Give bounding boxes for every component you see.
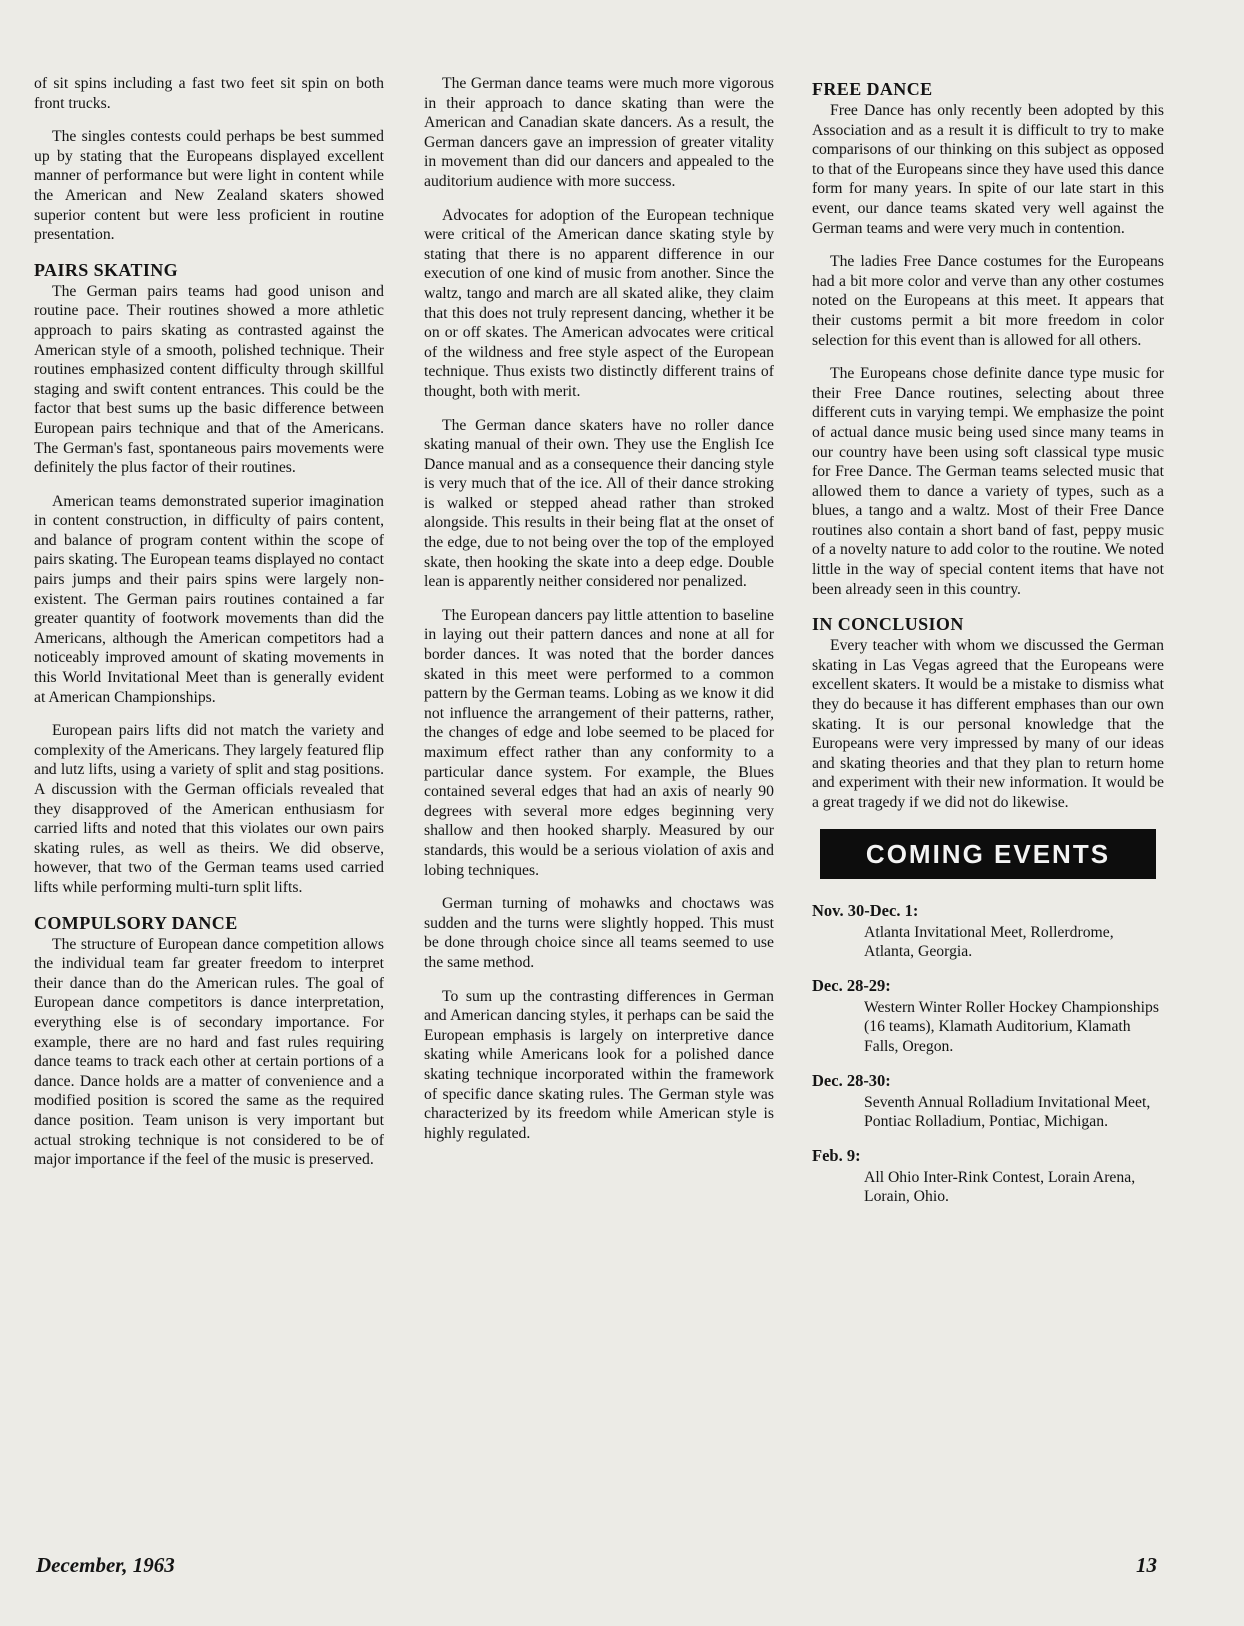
event-description: All Ohio Inter-Rink Contest, Lorain Arena, Lorain, Ohio.	[864, 1168, 1136, 1206]
column-2	[424, 74, 774, 1157]
paragraph: European pairs lifts did not match the variety and complexity of the Americans. They largely featured flip and lutz lifts, using a variety of split and stag positions. A discussion with the German officials revealed that they disapproved of the American enthusiasm for carried lifts and noted that this violates our own pairs skating rules, as well as theirs. We did observe, however, that two of the German teams used carried lifts while performing multi-turn split lifts.	[34, 722, 384, 896]
event-description: Western Winter Roller Hockey Championships (16 teams), Klamath Auditorium, Klamath Falls, Oregon.	[864, 998, 1159, 1055]
event-date: Nov. 30-Dec. 1:	[812, 900, 919, 920]
paragraph: The structure of European dance competition allows the individual team far greater freedom to interpret their dance than do the American rules. The goal of European dance competitors is dance interpretation, everything else is of secondary importance. For example, there are no hard and fast rules requiring dance teams to track each other at certain portions of a dance. Dance holds are a matter of convenience and a modified position is scored the same as the required dance position. Team unison is very important but actual stroking technique is not considered to be of major importance if the feel of the music is preserved.	[34, 935, 384, 1169]
section-heading-compulsory-dance: COMPULSORY DANCE	[34, 912, 238, 933]
paragraph: The German pairs teams had good unison and routine pace. Their routines showed a more athletic approach to pairs skating as contrasted against the American style of a smooth, polished technique. Their routines emphasized content difficulty through skillful staging and swift content entrances. This could be the factor that best sums up the basic difference between European pairs technique and that of the Americans. The German's fast, spontaneous pairs movements were definitely the plus factor of their routines.	[34, 282, 384, 477]
paragraph: of sit spins including a fast two feet sit spin on both front trucks.	[34, 75, 384, 112]
paragraph: The European dancers pay little attention to baseline in laying out their pattern dances and none at all for border dances. It was noted that the border dances skated in this meet were performed to a common pattern by the German teams. Lobing as we know it did not influence the arrangement of their patterns, rather, the changes of edge and lobe seemed to be placed for maximum effect rather than any conformity to a particular dance system. For example, the Blues contained several edges that had an axis of nearly 90 degrees with several more edges beginning very shallow and then hooked sharply. Measured by our standards, this would be a serious violation of axis and lobing techniques.	[424, 606, 774, 879]
paragraph: The Europeans chose definite dance type music for their Free Dance routines, selecting about three different cuts in varying tempi. We emphasize the point of actual dance music being used since many teams in our country have been using soft classical type music for Free Dance. The German teams selected music that allowed them to dance a variety of types, such as a blues, a tango and a waltz. Most of their Free Dance routines also contain a short band of fast, peppy music of a novelty nature to add color to the routine. We noted little in the way of special content items that have not been already seen in this country.	[812, 365, 1164, 598]
event-item	[812, 901, 1164, 962]
event-description: Seventh Annual Rolladium Invitational Meet, Pontiac Rolladium, Pontiac, Michigan.	[864, 1093, 1151, 1131]
paragraph: The ladies Free Dance costumes for the Europeans had a bit more color and verve than any other costumes noted on the Europeans at this meet. It appears that their customs permit a bit more freedom in color selection for this event than is allowed for all others.	[812, 253, 1164, 349]
issue-date: December, 1963	[36, 1553, 175, 1577]
column-3	[812, 74, 1164, 1221]
event-item	[812, 976, 1164, 1057]
paragraph: Free Dance has only recently been adopted by this Association and as a result it is difficult to try to make comparisons of our thinking on this subject as opposed to that of the Europeans since they have used this dance form for many years. In spite of our late start in this event, our dance teams skated very well against the German teams and were very much in contention.	[812, 102, 1164, 237]
paragraph: The German dance skaters have no roller dance skating manual of their own. They use the English Ice Dance manual and as a consequence their dancing style is very much that of the ice. All of their dance stroking is walked or stepped ahead rather than stroked alongside. This results in their being flat at the onset of the edge, due to not being over the top of the employed skate, then hooking the skate into a deep edge. Double lean is apparently neither considered nor penalized.	[424, 416, 774, 591]
column-1	[34, 74, 384, 1184]
event-item	[812, 1146, 1164, 1207]
event-description: Atlanta Invitational Meet, Rollerdrome, Atlanta, Georgia.	[864, 923, 1114, 961]
paragraph: The German dance teams were much more vigorous in their approach to dance skating than were the American and Canadian skate dancers. As a result, the German dancers gave an impression of greater vitality in movement than did our dancers and appealed to the auditorium audience with more success.	[424, 75, 774, 190]
section-heading-in-conclusion: IN CONCLUSION	[812, 614, 964, 635]
event-date: Dec. 28-29:	[812, 975, 891, 995]
paragraph: Advocates for adoption of the European technique were critical of the American dance skating style by stating that there is no apparent difference in our execution of one kind of music from another. Since the waltz, tango and march are all skated alike, they claim that this does not truly represent dancing, whether it be on or off skates. The American advocates were critical of the wildness and free style aspect of the European technique. Thus exists two distinctly different trains of thought, both with merit.	[424, 206, 774, 400]
page-number: 13	[1136, 1553, 1157, 1577]
event-date: Dec. 28-30:	[812, 1070, 891, 1090]
event-date: Feb. 9:	[812, 1145, 861, 1165]
paragraph: To sum up the contrasting differences in German and American dancing styles, it perhaps can be said the European emphasis is largely on interpretive dance skating while Americans look for a polished dance skating technique incorporated within the framework of specific dance skating rules. The German style was characterized by its freedom while American style is highly regulated.	[424, 987, 774, 1142]
event-item	[812, 1071, 1164, 1132]
paragraph: Every teacher with whom we discussed the German skating in Las Vegas agreed that the Europeans were excellent skaters. It would be a mistake to dismiss what they do because it has different emphases than our own skating. It is our personal knowledge that the Europeans were very impressed by many of our ideas and skating theories and that they plan to return home and experiment with their new information. It would be a great tragedy if we did not do likewise.	[812, 637, 1164, 811]
paragraph: American teams demonstrated superior imagination in content construction, in difficulty of pairs content, and balance of program content within the scope of pairs skating. The European teams displayed no contact pairs jumps and their pairs spins were largely non-existent. The German pairs routines contained a far greater quantity of footwork movements than did the Americans, although the American competitors had a noticeably improved amount of skating movements in this World Invitational Meet than is generally evident at American Championships.	[34, 492, 384, 706]
events-list	[812, 901, 1164, 1207]
paragraph: The singles contests could perhaps be best summed up by stating that the Europeans displayed excellent manner of performance but were light in content while the American and New Zealand skaters showed superior content but were less proficient in routine presentation.	[34, 128, 384, 244]
section-heading-free-dance: FREE DANCE	[812, 79, 933, 99]
section-heading-pairs-skating: PAIRS SKATING	[34, 259, 179, 280]
paragraph: German turning of mohawks and choctaws was sudden and the turns were slightly hopped. This must be done through choice since all teams seemed to use the same method.	[424, 895, 774, 971]
coming-events-banner: COMING EVENTS	[820, 829, 1156, 879]
